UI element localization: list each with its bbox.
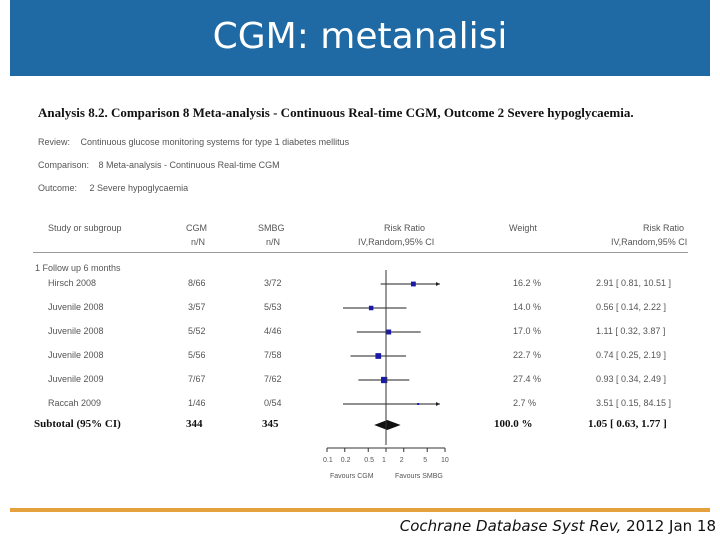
review-value: Continuous glucose monitoring systems for type 1 diabetes mellitus	[80, 137, 350, 147]
subtotal-smbg: 345	[262, 418, 279, 430]
x-tick-label: 0.1	[323, 457, 333, 464]
subtotal-weight: 100.0 %	[494, 418, 533, 430]
study-weight: 17.0 %	[513, 326, 542, 336]
ci-arrow	[436, 282, 440, 286]
study-ci: 1.11 [ 0.32, 3.87 ]	[596, 326, 666, 336]
study-ci: 0.56 [ 0.14, 2.22 ]	[596, 302, 667, 312]
subtotal-ci: 1.05 [ 0.63, 1.77 ]	[588, 418, 667, 430]
study-name: Juvenile 2008	[48, 302, 104, 312]
study-name: Juvenile 2008	[48, 350, 104, 360]
col-rr: Risk Ratio	[384, 223, 426, 233]
review-label: Review:	[38, 137, 71, 147]
study-cgm: 8/66	[188, 278, 206, 288]
study-ci: 0.93 [ 0.34, 2.49 ]	[596, 374, 667, 384]
study-ci: 2.91 [ 0.81, 10.51 ]	[596, 278, 672, 288]
study-cgm: 1/46	[188, 398, 206, 408]
study-cgm: 3/57	[188, 302, 206, 312]
ci-arrow	[436, 402, 440, 406]
study-cgm: 5/56	[188, 350, 206, 360]
study-smbg: 7/62	[264, 374, 282, 384]
comparison-label: Comparison:	[38, 160, 90, 170]
col-cgm: CGM	[186, 223, 207, 233]
subtotal-diamond	[374, 420, 400, 430]
study-ci: 0.74 [ 0.25, 2.19 ]	[596, 350, 667, 360]
citation-journal: Cochrane Database Syst Rev,	[399, 517, 622, 535]
footer-accent-line	[10, 508, 710, 512]
study-smbg: 3/72	[264, 278, 282, 288]
study-weight: 2.7 %	[513, 398, 537, 408]
comparison-value: 8 Meta-analysis - Continuous Real-time CGM	[98, 160, 280, 170]
study-smbg: 0/54	[264, 398, 282, 408]
study-weight: 27.4 %	[513, 374, 542, 384]
col-smbg: SMBG	[258, 223, 285, 233]
citation-date: 2012 Jan 18	[626, 517, 716, 535]
subtotal-cgm: 344	[186, 418, 203, 430]
x-tick-label: 5	[423, 457, 428, 464]
study-weight: 14.0 %	[513, 302, 542, 312]
study-cgm: 5/52	[188, 326, 206, 336]
study-name: Raccah 2009	[48, 398, 102, 408]
study-smbg: 7/58	[264, 350, 282, 360]
analysis-title: Analysis 8.2. Comparison 8 Meta-analysis - Continuous Real-time CGM, Outcome 2 Severe hypoglycaemia.	[38, 105, 634, 120]
study-name: Juvenile 2008	[48, 326, 104, 336]
outcome-label: Outcome:	[38, 183, 78, 193]
point-estimate	[417, 403, 419, 405]
study-smbg: 4/46	[264, 326, 282, 336]
col-rr-sub: IV,Random,95% CI	[358, 237, 435, 247]
subgroup-label: 1 Follow up 6 months	[35, 263, 121, 273]
citation	[400, 517, 716, 535]
col-rr2-sub: IV,Random,95% CI	[611, 237, 688, 247]
slide-title: CGM: metanalisi	[212, 16, 508, 57]
study-ci: 3.51 [ 0.15, 84.15 ]	[596, 398, 672, 408]
point-estimate	[369, 306, 373, 310]
point-estimate	[375, 353, 381, 359]
study-cgm: 7/67	[188, 374, 206, 384]
favours-right: Favours SMBG	[395, 473, 443, 480]
col-rr2: Risk Ratio	[643, 223, 685, 233]
subtotal-label: Subtotal (95% CI)	[34, 418, 121, 430]
x-tick-label: 0.5	[364, 457, 374, 464]
point-estimate	[386, 330, 391, 335]
x-tick-label: 0.2	[340, 457, 351, 464]
study-name: Juvenile 2009	[48, 374, 104, 384]
x-tick-label: 1	[382, 457, 386, 464]
col-study: Study or subgroup	[48, 223, 122, 233]
col-weight: Weight	[509, 223, 537, 233]
col-smbg-sub: n/N	[266, 237, 281, 247]
point-estimate	[411, 282, 416, 287]
study-weight: 16.2 %	[513, 278, 542, 288]
x-tick-label: 10	[441, 457, 449, 464]
x-tick-label: 2	[399, 457, 404, 464]
study-weight: 22.7 %	[513, 350, 542, 360]
study-smbg: 5/53	[264, 302, 282, 312]
favours-left: Favours CGM	[330, 473, 374, 480]
outcome-value: 2 Severe hypoglycaemia	[89, 183, 189, 193]
col-cgm-sub: n/N	[191, 237, 206, 247]
study-name: Hirsch 2008	[48, 278, 97, 288]
